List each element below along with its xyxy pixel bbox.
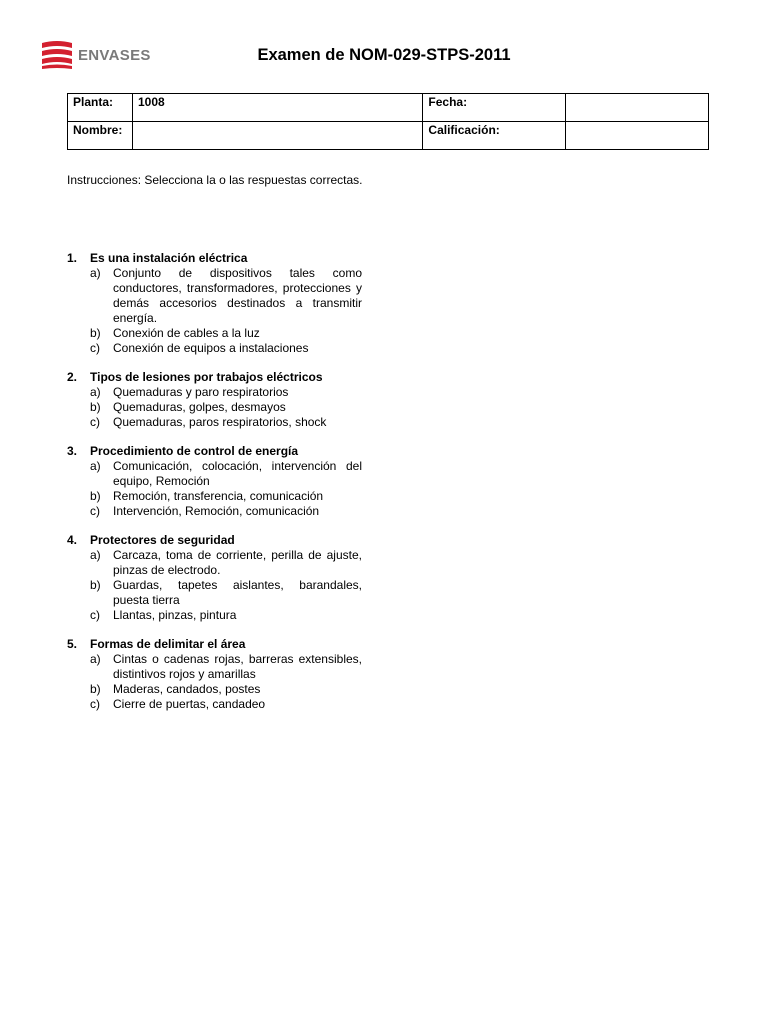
answer-option[interactable] [90,459,367,489]
option-letter: b) [90,682,101,696]
question-text: Es una instalación eléctrica [90,251,248,265]
planta-value: 1008 [132,94,422,122]
option-text: Quemaduras, golpes, desmayos [113,400,286,414]
page-title [0,46,768,65]
question-item [67,251,367,356]
option-text: Maderas, candados, postes [113,682,261,696]
option-letter: c) [90,697,100,711]
question-heading [67,251,367,266]
option-letter: a) [90,652,101,666]
option-text: Cierre de puertas, candadeo [113,697,266,711]
option-letter: a) [90,385,101,399]
answer-option[interactable] [90,326,367,341]
question-text: Protectores de seguridad [90,533,235,547]
option-text: Carcaza, toma de corriente, perilla de ajuste, pinzas de electrodo. [113,548,362,577]
fecha-label: Fecha: [423,94,566,122]
option-letter: c) [90,504,100,518]
question-number: 5. [67,637,78,651]
question-number: 4. [67,533,78,547]
logo-text: ENVASES [78,46,151,64]
option-text: Guardas, tapetes aislantes, barandales, puesta tierra [113,578,362,607]
answer-option[interactable] [90,652,367,682]
option-text: Remoción, transferencia, comunicación [113,489,324,503]
option-letter: a) [90,459,101,473]
calificacion-label: Calificación: [423,122,566,150]
nombre-value[interactable] [132,122,422,150]
planta-label: Planta: [68,94,133,122]
instructions-text: Instrucciones: Selecciona la o las respuestas correctas. [67,173,363,187]
answer-option[interactable] [90,578,367,608]
option-letter: b) [90,489,101,503]
question-item [67,444,367,519]
option-letter: a) [90,548,101,562]
question-item [67,370,367,430]
header-row-planta [68,94,709,122]
question-item [67,533,367,623]
answer-option[interactable] [90,608,367,623]
fecha-value[interactable] [566,94,709,122]
answer-option[interactable] [90,400,367,415]
option-letter: c) [90,341,100,355]
question-heading [67,637,367,652]
option-letter: a) [90,266,101,280]
question-heading [67,370,367,385]
option-text: Quemaduras y paro respiratorios [113,385,289,399]
option-text: Cintas o cadenas rojas, barreras extensibles, distintivos rojos y amarillas [113,652,362,681]
option-letter: b) [90,400,101,414]
question-heading [67,533,367,548]
question-heading [67,444,367,459]
answer-option[interactable] [90,682,367,697]
question-text: Procedimiento de control de energía [90,444,299,458]
answer-option[interactable] [90,415,367,430]
option-text: Conexión de equipos a instalaciones [113,341,309,355]
question-text: Formas de delimitar el área [90,637,246,651]
question-item [67,637,367,712]
question-number: 1. [67,251,78,265]
title-text: Examen de NOM-029-STPS-2011 [257,46,511,64]
option-letter: c) [90,415,100,429]
option-text: Conjunto de dispositivos tales como conductores, transformadores, protecciones y demás accesorios destinados a transmitir energía. [113,266,362,325]
option-letter: b) [90,578,101,592]
option-letter: c) [90,608,100,622]
answer-option[interactable] [90,489,367,504]
option-text: Llantas, pinzas, pintura [113,608,237,622]
option-text: Conexión de cables a la luz [113,326,260,340]
header-table [67,93,709,150]
answer-option[interactable] [90,385,367,400]
header-row-nombre [68,122,709,150]
nombre-label: Nombre: [68,122,133,150]
answer-option[interactable] [90,266,367,326]
answer-option[interactable] [90,504,367,519]
question-number: 3. [67,444,78,458]
option-text: Quemaduras, paros respiratorios, shock [113,415,327,429]
option-text: Comunicación, colocación, intervención del equipo, Remoción [113,459,362,488]
answer-option[interactable] [90,548,367,578]
calificacion-value[interactable] [566,122,709,150]
option-letter: b) [90,326,101,340]
question-text: Tipos de lesiones por trabajos eléctricos [90,370,323,384]
answer-option[interactable] [90,341,367,356]
questions-list [67,251,367,726]
answer-option[interactable] [90,697,367,712]
question-number: 2. [67,370,78,384]
option-text: Intervención, Remoción, comunicación [113,504,320,518]
